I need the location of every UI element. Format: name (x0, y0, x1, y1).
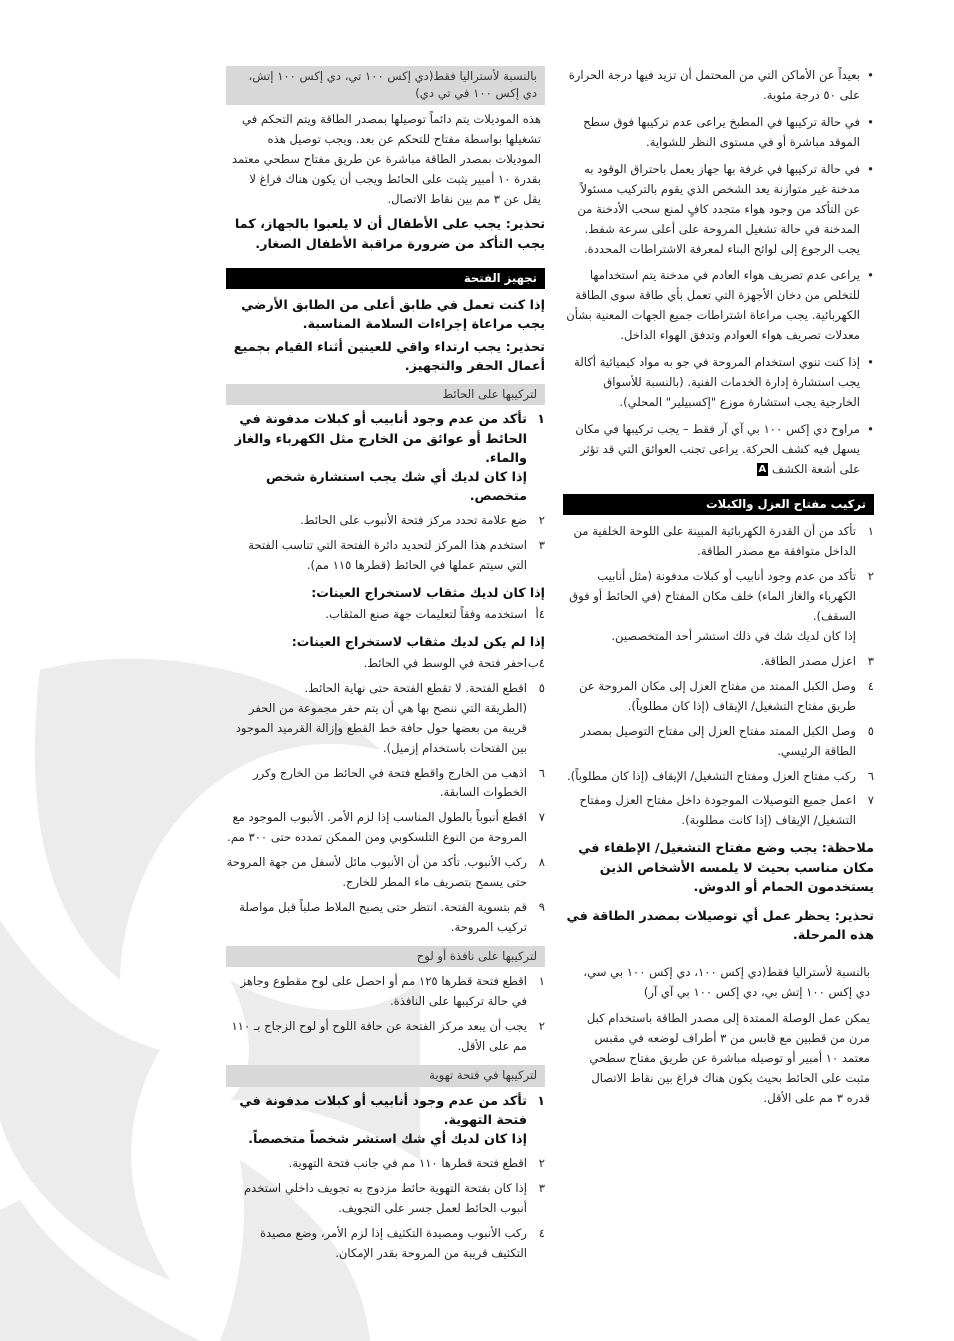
step-text: اقطع أنبوباً بالطول المناسب إذا لزم الأمر. الأنبوب الموجود مع المروحة من النوع التلسكوبي ومن الممكن تمدده حتى ٣٠٠ مم. (227, 810, 527, 845)
step-text: وصل الكبل الممتد من مفتاح العزل إلى مكان المروحة عن طريق مفتاح التشغيل/ الإيقاف (إذا كان مطلوباً). (578, 678, 856, 713)
step-number: ٥ (867, 723, 874, 738)
core-drill-steps (226, 605, 545, 625)
step-number: ٣ (538, 1181, 545, 1196)
window-mounting-heading: لتركيبها على نافذة أو لوح (226, 946, 545, 967)
step-number: ١ (537, 412, 545, 428)
step-item (226, 605, 545, 625)
step-text: اقطع فتحة قطرها ١٢٥ مم أو احصل على لوح مقطوع وجاهز في حالة تركيبها على النافذة. (240, 974, 527, 1009)
step-text: تأكد من أن القدرة الكهربائية المبينة على اللوحة الخلفية من الداخل متوافقة مع مصدر الطاقة. (573, 524, 856, 559)
step-number: ٢ (538, 513, 545, 528)
step-text: تأكد من عدم وجود أنابيب أو كبلات مدفونة (مثل أنابيب الكهرباء والغاز الماء) خلف مكان المفتاح (في الحائط أو فوق السقف). (569, 569, 856, 623)
vent-mounting-heading: لتركيبها في فتحة تهوية (226, 1065, 545, 1086)
step-subtext: إذا كان لديك أي شك استشر شخصاً متخصصاً. (248, 1131, 527, 1147)
step-text: قم بتسوية الفتحة. انتظر حتى يصبح الملاط صلباً قبل مواصلة تركيب المروحة. (239, 900, 527, 935)
step-text: تأكد من عدم وجود أنابيب أو كبلات مدفونة في الحائط أو عوائق من الخارج مثل الكهرباء والغاز والماء. (234, 412, 527, 466)
section-heading-isolator: تركيب مفتاح العزل والكبلات (563, 494, 874, 515)
right-column (563, 66, 874, 1115)
australia-heading: بالنسبة لأستراليا فقط(دي إكس ١٠٠ تي، دي إكس ١٠٠ إتش، دي إكس ١٠٠ في تي دي) (226, 66, 545, 105)
wall-steps-list (226, 410, 545, 576)
step-item (563, 722, 874, 762)
step-item (226, 679, 545, 759)
no-core-drill-heading: إذا لم يكن لديك مثقاب لاستخراج العينات: (291, 633, 545, 649)
step-text: اقطع الفتحة. لا تقطع الفتحة حتى نهاية الحائط. (304, 680, 527, 695)
step-subtext: إذا كان لديك شك في ذلك استشر أحد المتخصصين. (611, 628, 856, 643)
step-item (226, 1224, 545, 1264)
step-item (226, 853, 545, 893)
isolator-steps-list (563, 522, 874, 831)
step-number: ٤ (867, 678, 874, 693)
step-item (226, 410, 545, 506)
children-warning: تحذير: يجب على الأطفال أن لا يلعبوا بالجهاز، كما يجب التأكد من ضرورة مراقبة الأطفال الصغار. (234, 217, 545, 252)
step-item (226, 972, 545, 1012)
step-item (563, 522, 874, 562)
step-text: اذهب من الخارج واقطع فتحة في الحائط من الخارج وكرر الخطوات السابقة. (253, 765, 527, 800)
step-number: ٤ (538, 1225, 545, 1240)
step-text: تأكد من عدم وجود أنابيب أو كبلات مدفونة في فتحة التهوية. (239, 1093, 527, 1128)
step-item (563, 567, 874, 647)
step-number: ١ (538, 974, 545, 989)
left-column (226, 66, 545, 1272)
step-item (226, 536, 545, 576)
step-text: ركب الأنبوب ومصيدة التكثيف إذا لزم الأمر، وضع مصيدة التكثيف قريبة من المروحة بقدر الإمكان. (259, 1225, 527, 1260)
step-item (563, 767, 874, 787)
step-number: ٢ (867, 569, 874, 584)
switch-placement-note: ملاحظة: يجب وضع مفتاح التشغيل/ الإطفاء في مكان مناسب بحيث لا يلمسه الأشخاص الذين يستخدمون الحمام أو الدوش. (578, 841, 874, 895)
step-text: يجب أن يبعد مركز الفتحة عن حافة اللوح أو لوح الزجاج بـ ١١٠ مم على الأقل. (231, 1019, 527, 1054)
drilling-steps-list (226, 654, 545, 938)
step-text: اقطع فتحة قطرها ١١٠ مم في جانب فتحة التهوية. (288, 1156, 527, 1171)
step-subtext: (الطريقة التي ننصح بها هي أن يتم حفر مجموعة من الحفر قريبة من بعضها حول حافة خط القطع وإزالة القرميد الموجود بين الفتحات باستخدام إزميل). (235, 700, 527, 755)
step-number: ٣ (867, 653, 874, 668)
step-number: ٢ (538, 1019, 545, 1034)
core-drill-heading: إذا كان لديك مثقاب لاستخراج العينات: (311, 585, 545, 601)
step-text: احفر فتحة في الوسط في الحائط. (363, 655, 527, 670)
step-number: ٣ (538, 538, 545, 553)
australia-wiring-text: هذه الموديلات يتم دائماً توصيلها بمصدر الطاقة ويتم التحكم في تشغيلها بواسطة مفتاح للتحكم عن بعد. ويجب توصيل هذه الموديلات بمصدر الطاقة مباشرة عن طريق مفتاح سطحي معتمد بقدرة ١٠ أمبير يثبت على الحائط ويجب أن يكون هناك فراغ لا يقل عن ٣ مم بين نقاط الاتصال. (231, 111, 541, 206)
list-item (563, 420, 874, 480)
step-text: ركب الأنبوب. تأكد من أن الأنبوب مائل لأسفل من جهة المروحة حتى يسمح بتصريف ماء المطر للخارج. (226, 855, 527, 890)
step-item (226, 1179, 545, 1219)
window-steps-list (226, 972, 545, 1057)
step-subtext: إذا كان لديك أي شك يجب استشارة شخص متخصص. (265, 469, 527, 505)
step-item (226, 1154, 545, 1174)
step-item (563, 791, 874, 831)
step-text: إذا كان بفتحة التهوية حائط مزدوج به تجويف داخلي استخدم أنبوب الحائط لعمل جسر على التجويف. (243, 1181, 527, 1215)
figure-ref-tag: A (758, 463, 767, 475)
list-item: • يراعى عدم تصريف هواء العادم في مدخنة يتم استخدامها للتخلص من دخان الأجهزة التي تعمل بأي طاقة سوى الطاقة الكهربائية. يجب مراعاة اشتراطات جميع الجهات المعنية بشأن معدلات تصريف هواء العوادم وتدفق الهواء الداخل. (563, 266, 874, 346)
section-heading-opening: تجهيز الفتحة (226, 268, 545, 289)
australia-wiring-text: يمكن عمل الوصلة الممتدة إلى مصدر الطاقة باستخدام كبل مرن من قطبين مع قابس من ٣ أطراف لوضعه في مقبس معتمد ١٠ أمبير أو توصيله مباشرة عن طريق مفتاح سطحي مثبت على الحائط بحيث يكون هناك فراغ بين نقاط الاتصال قدره ٣ مم على الأقل. (586, 1011, 870, 1105)
step-number: ٩ (538, 900, 545, 915)
australia-models-line: بالنسبة لأستراليا فقط(دي إكس ١٠٠، دي إكس ١٠٠ بي سي، دي إكس ١٠٠ إتش بي، دي إكس ١٠٠ بي آي آر) (583, 965, 870, 1000)
step-number: ١ (867, 524, 874, 539)
wall-mounting-heading: لتركيبها على الحائط (226, 384, 545, 405)
step-text: اعمل جميع التوصيلات الموجودة داخل مفتاح العزل ومفتاح التشغيل/ الإيقاف (إذا كانت مطلوبة). (579, 793, 856, 828)
step-item (563, 677, 874, 717)
step-item (226, 1017, 545, 1057)
power-warning: تحذير: يحظر عمل أي توصيلات بمصدر الطاقة في هذه المرحلة. (566, 908, 874, 944)
step-number: ٦ (538, 765, 545, 780)
step-item (226, 808, 545, 848)
list-item-text: مراوح دي إكس ١٠٠ بي آي آر فقط – يجب تركيبها في مكان يسهل فيه كشف الحركة. يراعى تجنب العوائق التي قد تؤثر على أشعة الكشف (575, 422, 860, 476)
list-item: • في حالة تركيبها في غرفة بها جهاز يعمل باحتراق الوقود به مدخنة غير متوازنة يعد الشخص الذي يقوم بالتركيب مسئولاً عن التأكد من وجود هواء متجدد كافٍ لمنع سحب الأدخنة من المدخنة في حالة تشغيل المروحة على أعلى سرعة شفط. يجب الرجوع إلى لوائح البناء لمعرفة الاشتراطات المحددة. (563, 160, 874, 260)
step-text: اعزل مصدر الطاقة. (760, 653, 856, 668)
step-item (226, 1092, 545, 1150)
height-safety-note: إذا كنت تعمل في طابق أعلى من الطابق الأرضي يجب مراعاة إجراءات السلامة المناسبة. (241, 298, 545, 333)
step-number: ١ (537, 1093, 545, 1109)
vent-steps-list (226, 1092, 545, 1264)
step-item (563, 652, 874, 672)
location-bullet-list (563, 66, 874, 480)
step-item (226, 764, 545, 804)
step-item (226, 654, 545, 674)
step-number: ٥ (538, 680, 545, 695)
eye-protection-warning: تحذير: يجب ارتداء واقي للعينين أثناء القيام بجميع أعمال الحفر والتجهيز. (233, 339, 545, 374)
step-number: ٢ (538, 1156, 545, 1171)
step-number: ٧ (867, 793, 874, 808)
list-item: • إذا كنت تنوي استخدام المروحة في جو به مواد كيميائية أكالة يجب استشارة إدارة الخدمات الفنية. (بالنسبة للأسواق الخارجية يجب استشارة موزع "إكسبيلير" المحلي). (563, 353, 874, 413)
step-number: ٤ب (527, 655, 545, 670)
step-item (226, 898, 545, 938)
step-text: ضع علامة تحدد مركز فتحة الأنبوب على الحائط. (300, 513, 527, 528)
list-item: • بعيداً عن الأماكن التي من المحتمل أن تزيد فيها درجة الحرارة على ٥٠ درجة مئوية. (563, 66, 874, 106)
step-text: ركب مفتاح العزل ومفتاح التشغيل/ الإيقاف (إذا كان مطلوباً). (567, 768, 856, 783)
step-text: وصل الكبل الممتد مفتاح العزل إلى مفتاح التوصيل بمصدر الطاقة الرئيسي. (580, 723, 856, 758)
list-item: • في حالة تركيبها في المطبخ يراعى عدم تركيبها فوق سطح الموقد مباشرة أو في مستوى النظر للشواية. (563, 113, 874, 153)
step-number: ٦ (867, 768, 874, 783)
step-item (226, 511, 545, 531)
step-text: استخدمه وفقاً لتعليمات جهة صنع المثقاب. (325, 607, 527, 622)
step-number: ٤أ (535, 607, 545, 622)
step-text: استخدم هذا المركز لتحديد دائرة الفتحة التي تناسب الفتحة التي سيتم عملها في الحائط (قطرها ١١٥ مم). (248, 538, 527, 573)
step-number: ٨ (538, 855, 545, 870)
step-number: ٧ (538, 810, 545, 825)
